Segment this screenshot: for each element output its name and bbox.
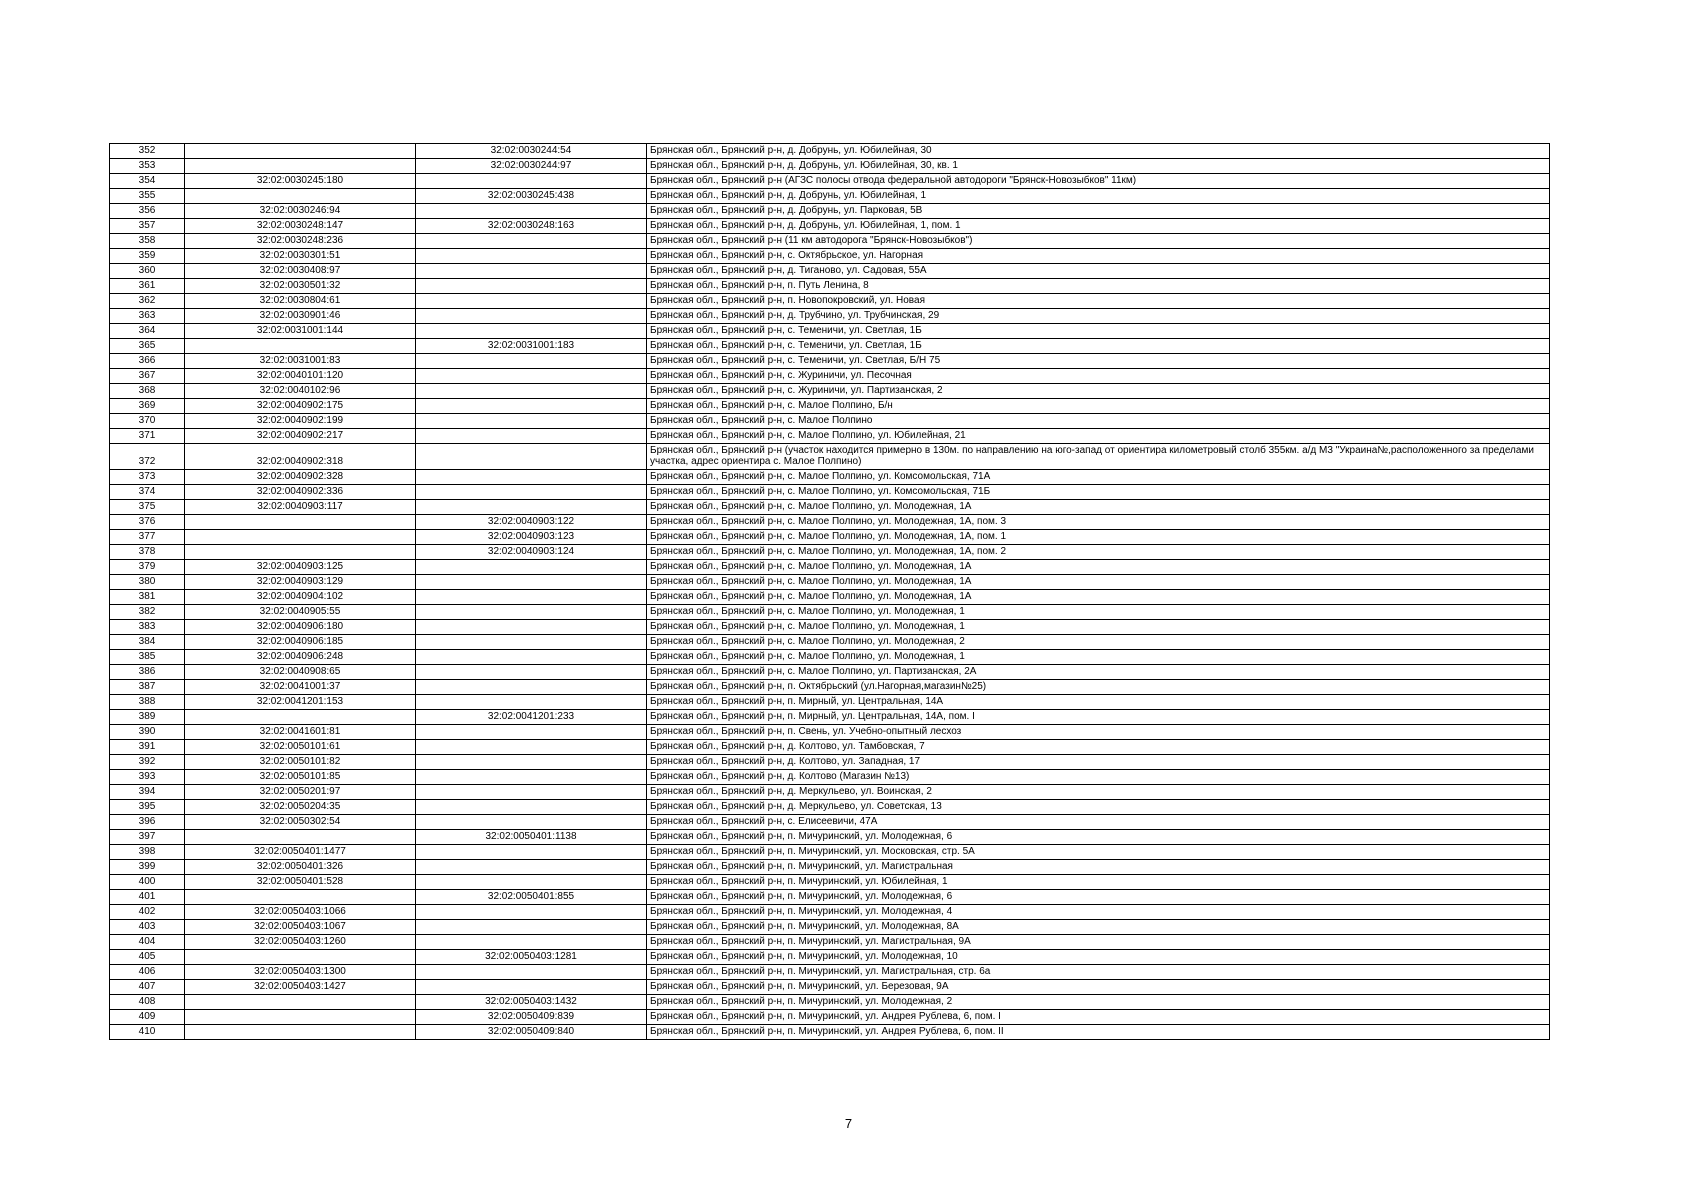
address-cell: Брянская обл., Брянский р-н, с. Малое Полпино, ул. Молодежная, 1А, пом. 2 — [647, 545, 1550, 560]
building-number-cell — [416, 590, 647, 605]
row-number-cell: 397 — [110, 830, 185, 845]
table-row — [110, 339, 1550, 354]
address-cell: Брянская обл., Брянский р-н, п. Мичуринский, ул. Березовая, 9А — [647, 980, 1550, 995]
address-cell: Брянская обл., Брянский р-н, д. Трубчино, ул. Трубчинская, 29 — [647, 309, 1550, 324]
building-number-cell: 32:02:0041201:233 — [416, 710, 647, 725]
building-number-cell: 32:02:0040903:124 — [416, 545, 647, 560]
building-number-cell: 32:02:0050401:1138 — [416, 830, 647, 845]
parcel-number-cell: 32:02:0050403:1427 — [185, 980, 416, 995]
address-cell: Брянская обл., Брянский р-н, п. Мирный, ул. Центральная, 14А — [647, 695, 1550, 710]
table-row — [110, 264, 1550, 279]
building-number-cell — [416, 414, 647, 429]
building-number-cell — [416, 324, 647, 339]
building-number-cell — [416, 249, 647, 264]
page-number: 7 — [844, 1116, 853, 1131]
table-row — [110, 279, 1550, 294]
table-row — [110, 204, 1550, 219]
address-cell: Брянская обл., Брянский р-н, с. Теменичи, ул. Светлая, 1Б — [647, 339, 1550, 354]
building-number-cell — [416, 845, 647, 860]
building-number-cell: 32:02:0030248:163 — [416, 219, 647, 234]
table-row — [110, 755, 1550, 770]
building-number-cell — [416, 725, 647, 740]
row-number-cell: 390 — [110, 725, 185, 740]
table-row — [110, 935, 1550, 950]
address-cell: Брянская обл., Брянский р-н, п. Мичуринский, ул. Магистральная, 9А — [647, 935, 1550, 950]
address-cell: Брянская обл., Брянский р-н, д. Колтово, ул. Тамбовская, 7 — [647, 740, 1550, 755]
row-number-cell: 409 — [110, 1010, 185, 1025]
table-row — [110, 635, 1550, 650]
building-number-cell: 32:02:0050409:839 — [416, 1010, 647, 1025]
address-cell: Брянская обл., Брянский р-н (11 км автодорога "Брянск-Новозыбков") — [647, 234, 1550, 249]
parcel-number-cell: 32:02:0050204:35 — [185, 800, 416, 815]
building-number-cell — [416, 234, 647, 249]
parcel-number-cell — [185, 189, 416, 204]
parcel-number-cell: 32:02:0040902:217 — [185, 429, 416, 444]
address-cell: Брянская обл., Брянский р-н, с. Малое Полпино, ул. Молодежная, 1 — [647, 605, 1550, 620]
building-number-cell — [416, 485, 647, 500]
table-row — [110, 770, 1550, 785]
row-number-cell: 378 — [110, 545, 185, 560]
building-number-cell — [416, 905, 647, 920]
building-number-cell — [416, 980, 647, 995]
row-number-cell: 394 — [110, 785, 185, 800]
table-row — [110, 219, 1550, 234]
address-cell: Брянская обл., Брянский р-н, д. Колтово (Магазин №13) — [647, 770, 1550, 785]
building-number-cell — [416, 605, 647, 620]
building-number-cell — [416, 770, 647, 785]
parcel-number-cell: 32:02:0030301:51 — [185, 249, 416, 264]
parcel-number-cell: 32:02:0040903:129 — [185, 575, 416, 590]
building-number-cell — [416, 500, 647, 515]
building-number-cell: 32:02:0050403:1432 — [416, 995, 647, 1010]
row-number-cell: 368 — [110, 384, 185, 399]
row-number-cell: 360 — [110, 264, 185, 279]
parcel-number-cell: 32:02:0050403:1066 — [185, 905, 416, 920]
table-row — [110, 920, 1550, 935]
row-number-cell: 377 — [110, 530, 185, 545]
parcel-number-cell: 32:02:0030248:147 — [185, 219, 416, 234]
row-number-cell: 375 — [110, 500, 185, 515]
row-number-cell: 401 — [110, 890, 185, 905]
parcel-number-cell: 32:02:0040905:55 — [185, 605, 416, 620]
parcel-number-cell — [185, 144, 416, 159]
row-number-cell: 398 — [110, 845, 185, 860]
table-row — [110, 530, 1550, 545]
building-number-cell — [416, 875, 647, 890]
row-number-cell: 386 — [110, 665, 185, 680]
address-cell: Брянская обл., Брянский р-н, п. Мирный, ул. Центральная, 14А, пом. I — [647, 710, 1550, 725]
table-row — [110, 429, 1550, 444]
table-row — [110, 785, 1550, 800]
parcel-number-cell — [185, 830, 416, 845]
building-number-cell — [416, 680, 647, 695]
row-number-cell: 410 — [110, 1025, 185, 1040]
building-number-cell — [416, 800, 647, 815]
parcel-number-cell: 32:02:0040906:180 — [185, 620, 416, 635]
table-row — [110, 144, 1550, 159]
table-row — [110, 875, 1550, 890]
building-number-cell: 32:02:0031001:183 — [416, 339, 647, 354]
table-body — [110, 144, 1550, 1040]
table-row — [110, 710, 1550, 725]
address-cell: Брянская обл., Брянский р-н, д. Меркульево, ул. Советская, 13 — [647, 800, 1550, 815]
address-cell: Брянская обл., Брянский р-н, с. Малое Полпино, ул. Молодежная, 1 — [647, 650, 1550, 665]
table-row — [110, 444, 1550, 470]
table-row — [110, 515, 1550, 530]
building-number-cell — [416, 665, 647, 680]
building-number-cell — [416, 695, 647, 710]
row-number-cell: 384 — [110, 635, 185, 650]
parcel-number-cell: 32:02:0050401:1477 — [185, 845, 416, 860]
row-number-cell: 366 — [110, 354, 185, 369]
parcel-number-cell: 32:02:0050101:85 — [185, 770, 416, 785]
row-number-cell: 359 — [110, 249, 185, 264]
parcel-number-cell: 32:02:0040906:185 — [185, 635, 416, 650]
table-row — [110, 800, 1550, 815]
table-row — [110, 740, 1550, 755]
parcel-number-cell: 32:02:0030804:61 — [185, 294, 416, 309]
address-cell: Брянская обл., Брянский р-н, с. Малое Полпино, ул. Молодежная, 1А — [647, 575, 1550, 590]
row-number-cell: 399 — [110, 860, 185, 875]
address-cell: Брянская обл., Брянский р-н, п. Мичуринский, ул. Московская, стр. 5А — [647, 845, 1550, 860]
parcel-number-cell: 32:02:0050403:1260 — [185, 935, 416, 950]
table-row — [110, 890, 1550, 905]
table-row — [110, 485, 1550, 500]
building-number-cell — [416, 635, 647, 650]
address-cell: Брянская обл., Брянский р-н, д. Тиганово, ул. Садовая, 55А — [647, 264, 1550, 279]
parcel-number-cell: 32:02:0050403:1067 — [185, 920, 416, 935]
row-number-cell: 395 — [110, 800, 185, 815]
building-number-cell — [416, 204, 647, 219]
cadastral-table — [109, 143, 1550, 1040]
table-row — [110, 725, 1550, 740]
row-number-cell: 370 — [110, 414, 185, 429]
address-cell: Брянская обл., Брянский р-н, с. Малое Полпино, ул. Молодежная, 1А — [647, 500, 1550, 515]
address-cell: Брянская обл., Брянский р-н, д. Колтово, ул. Западная, 17 — [647, 755, 1550, 770]
table-row — [110, 174, 1550, 189]
building-number-cell — [416, 309, 647, 324]
building-number-cell — [416, 935, 647, 950]
address-cell: Брянская обл., Брянский р-н, п. Мичуринский, ул. Юбилейная, 1 — [647, 875, 1550, 890]
building-number-cell — [416, 920, 647, 935]
table-row — [110, 830, 1550, 845]
row-number-cell: 406 — [110, 965, 185, 980]
row-number-cell: 381 — [110, 590, 185, 605]
building-number-cell: 32:02:0040903:123 — [416, 530, 647, 545]
parcel-number-cell: 32:02:0040902:175 — [185, 399, 416, 414]
table-row — [110, 159, 1550, 174]
row-number-cell: 391 — [110, 740, 185, 755]
table-row — [110, 1010, 1550, 1025]
building-number-cell — [416, 384, 647, 399]
table-row — [110, 399, 1550, 414]
table-row — [110, 575, 1550, 590]
address-cell: Брянская обл., Брянский р-н, с. Малое Полпино, ул. Молодежная, 2 — [647, 635, 1550, 650]
table-row — [110, 695, 1550, 710]
address-cell: Брянская обл., Брянский р-н, п. Мичуринский, ул. Молодежная, 10 — [647, 950, 1550, 965]
parcel-number-cell: 32:02:0040904:102 — [185, 590, 416, 605]
parcel-number-cell: 32:02:0030245:180 — [185, 174, 416, 189]
address-cell: Брянская обл., Брянский р-н, с. Малое Полпино, ул. Партизанская, 2А — [647, 665, 1550, 680]
address-cell: Брянская обл., Брянский р-н, с. Малое Полпино — [647, 414, 1550, 429]
row-number-cell: 364 — [110, 324, 185, 339]
row-number-cell: 387 — [110, 680, 185, 695]
address-cell: Брянская обл., Брянский р-н, п. Мичуринский, ул. Молодежная, 8А — [647, 920, 1550, 935]
parcel-number-cell: 32:02:0050201:97 — [185, 785, 416, 800]
parcel-number-cell: 32:02:0040902:336 — [185, 485, 416, 500]
table-row — [110, 294, 1550, 309]
row-number-cell: 353 — [110, 159, 185, 174]
table-row — [110, 980, 1550, 995]
parcel-number-cell: 32:02:0030246:94 — [185, 204, 416, 219]
address-cell: Брянская обл., Брянский р-н, п. Мичуринский, ул. Молодежная, 6 — [647, 830, 1550, 845]
parcel-number-cell: 32:02:0050302:54 — [185, 815, 416, 830]
row-number-cell: 352 — [110, 144, 185, 159]
row-number-cell: 373 — [110, 470, 185, 485]
table-row — [110, 309, 1550, 324]
row-number-cell: 393 — [110, 770, 185, 785]
address-cell: Брянская обл., Брянский р-н, с. Журиничи, ул. Партизанская, 2 — [647, 384, 1550, 399]
table-row — [110, 354, 1550, 369]
parcel-number-cell: 32:02:0041001:37 — [185, 680, 416, 695]
parcel-number-cell: 32:02:0040102:96 — [185, 384, 416, 399]
address-cell: Брянская обл., Брянский р-н, с. Малое Полпино, ул. Молодежная, 1А, пом. 1 — [647, 530, 1550, 545]
address-cell: Брянская обл., Брянский р-н, п. Мичуринский, ул. Магистральная — [647, 860, 1550, 875]
building-number-cell — [416, 279, 647, 294]
building-number-cell — [416, 399, 647, 414]
row-number-cell: 389 — [110, 710, 185, 725]
table-row — [110, 545, 1550, 560]
row-number-cell: 358 — [110, 234, 185, 249]
address-cell: Брянская обл., Брянский р-н, с. Малое Полпино, Б/н — [647, 399, 1550, 414]
address-cell: Брянская обл., Брянский р-н, п. Мичуринский, ул. Андрея Рублева, 6, пом. II — [647, 1025, 1550, 1040]
building-number-cell — [416, 354, 647, 369]
row-number-cell: 361 — [110, 279, 185, 294]
address-cell: Брянская обл., Брянский р-н, п. Мичуринский, ул. Молодежная, 2 — [647, 995, 1550, 1010]
address-cell: Брянская обл., Брянский р-н, с. Малое Полпино, ул. Юбилейная, 21 — [647, 429, 1550, 444]
parcel-number-cell: 32:02:0031001:83 — [185, 354, 416, 369]
row-number-cell: 388 — [110, 695, 185, 710]
address-cell: Брянская обл., Брянский р-н (участок находится примерно в 130м. по направлению на юго-запад от ориентира километровый столб 355км. а/д М3 "Украина№,расположенного за пределами участка, адрес ориентира с. Малое Полпино) — [647, 444, 1550, 470]
building-number-cell — [416, 264, 647, 279]
building-number-cell: 32:02:0040903:122 — [416, 515, 647, 530]
address-cell: Брянская обл., Брянский р-н, с. Теменичи, ул. Светлая, 1Б — [647, 324, 1550, 339]
table-row — [110, 605, 1550, 620]
address-cell: Брянская обл., Брянский р-н, п. Путь Ленина, 8 — [647, 279, 1550, 294]
parcel-number-cell — [185, 1010, 416, 1025]
parcel-number-cell: 32:02:0040101:120 — [185, 369, 416, 384]
building-number-cell — [416, 174, 647, 189]
row-number-cell: 403 — [110, 920, 185, 935]
parcel-number-cell: 32:02:0040903:117 — [185, 500, 416, 515]
building-number-cell — [416, 369, 647, 384]
parcel-number-cell — [185, 339, 416, 354]
table-row — [110, 845, 1550, 860]
table-row — [110, 815, 1550, 830]
address-cell: Брянская обл., Брянский р-н, с. Малое Полпино, ул. Комсомольская, 71А — [647, 470, 1550, 485]
parcel-number-cell: 32:02:0040908:65 — [185, 665, 416, 680]
table-row — [110, 950, 1550, 965]
building-number-cell: 32:02:0030244:54 — [416, 144, 647, 159]
table-row — [110, 324, 1550, 339]
row-number-cell: 404 — [110, 935, 185, 950]
table-row — [110, 860, 1550, 875]
row-number-cell: 400 — [110, 875, 185, 890]
parcel-number-cell — [185, 530, 416, 545]
row-number-cell: 365 — [110, 339, 185, 354]
parcel-number-cell: 32:02:0030901:46 — [185, 309, 416, 324]
parcel-number-cell — [185, 890, 416, 905]
table-row — [110, 680, 1550, 695]
parcel-number-cell: 32:02:0040902:328 — [185, 470, 416, 485]
building-number-cell — [416, 620, 647, 635]
parcel-number-cell: 32:02:0040906:248 — [185, 650, 416, 665]
building-number-cell — [416, 294, 647, 309]
table-row — [110, 620, 1550, 635]
table-row — [110, 414, 1550, 429]
address-cell: Брянская обл., Брянский р-н, п. Новопокровский, ул. Новая — [647, 294, 1550, 309]
parcel-number-cell: 32:02:0040903:125 — [185, 560, 416, 575]
parcel-number-cell: 32:02:0030501:32 — [185, 279, 416, 294]
parcel-number-cell: 32:02:0050403:1300 — [185, 965, 416, 980]
row-number-cell: 362 — [110, 294, 185, 309]
parcel-number-cell — [185, 995, 416, 1010]
parcel-number-cell: 32:02:0040902:199 — [185, 414, 416, 429]
table-row — [110, 905, 1550, 920]
building-number-cell — [416, 740, 647, 755]
table-row — [110, 189, 1550, 204]
parcel-number-cell — [185, 950, 416, 965]
row-number-cell: 385 — [110, 650, 185, 665]
address-cell: Брянская обл., Брянский р-н, п. Мичуринский, ул. Молодежная, 6 — [647, 890, 1550, 905]
row-number-cell: 367 — [110, 369, 185, 384]
building-number-cell: 32:02:0050409:840 — [416, 1025, 647, 1040]
table-row — [110, 590, 1550, 605]
building-number-cell — [416, 785, 647, 800]
table-row — [110, 500, 1550, 515]
address-cell: Брянская обл., Брянский р-н, д. Добрунь, ул. Юбилейная, 1 — [647, 189, 1550, 204]
address-cell: Брянская обл., Брянский р-н, п. Свень, ул. Учебно-опытный лесхоз — [647, 725, 1550, 740]
parcel-number-cell — [185, 545, 416, 560]
row-number-cell: 396 — [110, 815, 185, 830]
table-row — [110, 470, 1550, 485]
row-number-cell: 407 — [110, 980, 185, 995]
building-number-cell — [416, 560, 647, 575]
row-number-cell: 376 — [110, 515, 185, 530]
building-number-cell: 32:02:0050401:855 — [416, 890, 647, 905]
address-cell: Брянская обл., Брянский р-н, с. Октябрьское, ул. Нагорная — [647, 249, 1550, 264]
address-cell: Брянская обл., Брянский р-н, с. Малое Полпино, ул. Комсомольская, 71Б — [647, 485, 1550, 500]
building-number-cell — [416, 575, 647, 590]
table-row — [110, 384, 1550, 399]
row-number-cell: 382 — [110, 605, 185, 620]
address-cell: Брянская обл., Брянский р-н, д. Добрунь, ул. Парковая, 5В — [647, 204, 1550, 219]
building-number-cell — [416, 470, 647, 485]
parcel-number-cell: 32:02:0031001:144 — [185, 324, 416, 339]
table-row — [110, 650, 1550, 665]
address-cell: Брянская обл., Брянский р-н, с. Теменичи, ул. Светлая, Б/Н 75 — [647, 354, 1550, 369]
building-number-cell — [416, 650, 647, 665]
table-row — [110, 995, 1550, 1010]
row-number-cell: 369 — [110, 399, 185, 414]
address-cell: Брянская обл., Брянский р-н, с. Елисеевичи, 47А — [647, 815, 1550, 830]
row-number-cell: 405 — [110, 950, 185, 965]
row-number-cell: 402 — [110, 905, 185, 920]
building-number-cell — [416, 755, 647, 770]
table-row — [110, 560, 1550, 575]
building-number-cell — [416, 429, 647, 444]
parcel-number-cell: 32:02:0030408:97 — [185, 264, 416, 279]
row-number-cell: 408 — [110, 995, 185, 1010]
building-number-cell: 32:02:0050403:1281 — [416, 950, 647, 965]
row-number-cell: 392 — [110, 755, 185, 770]
building-number-cell — [416, 965, 647, 980]
parcel-number-cell: 32:02:0050401:326 — [185, 860, 416, 875]
row-number-cell: 379 — [110, 560, 185, 575]
parcel-number-cell — [185, 159, 416, 174]
address-cell: Брянская обл., Брянский р-н, с. Журиничи, ул. Песочная — [647, 369, 1550, 384]
row-number-cell: 357 — [110, 219, 185, 234]
parcel-number-cell: 32:02:0050101:82 — [185, 755, 416, 770]
address-cell: Брянская обл., Брянский р-н, с. Малое Полпино, ул. Молодежная, 1 — [647, 620, 1550, 635]
parcel-number-cell: 32:02:0041601:81 — [185, 725, 416, 740]
address-cell: Брянская обл., Брянский р-н, с. Малое Полпино, ул. Молодежная, 1А — [647, 560, 1550, 575]
address-cell: Брянская обл., Брянский р-н, д. Меркульево, ул. Воинская, 2 — [647, 785, 1550, 800]
address-cell: Брянская обл., Брянский р-н, п. Мичуринский, ул. Молодежная, 4 — [647, 905, 1550, 920]
row-number-cell: 372 — [110, 444, 185, 470]
row-number-cell: 354 — [110, 174, 185, 189]
table-row — [110, 249, 1550, 264]
row-number-cell: 356 — [110, 204, 185, 219]
parcel-number-cell: 32:02:0050101:61 — [185, 740, 416, 755]
building-number-cell — [416, 444, 647, 470]
address-cell: Брянская обл., Брянский р-н, п. Мичуринский, ул. Магистральная, стр. 6а — [647, 965, 1550, 980]
address-cell: Брянская обл., Брянский р-н (АГЗС полосы отвода федеральной автодороги "Брянск-Новозыбков" 11км) — [647, 174, 1550, 189]
parcel-number-cell: 32:02:0041201:153 — [185, 695, 416, 710]
table-row — [110, 965, 1550, 980]
table-row — [110, 234, 1550, 249]
parcel-number-cell — [185, 515, 416, 530]
address-cell: Брянская обл., Брянский р-н, п. Октябрьский (ул.Нагорная,магазин№25) — [647, 680, 1550, 695]
address-cell: Брянская обл., Брянский р-н, п. Мичуринский, ул. Андрея Рублева, 6, пом. I — [647, 1010, 1550, 1025]
table-row — [110, 665, 1550, 680]
parcel-number-cell: 32:02:0040902:318 — [185, 444, 416, 470]
parcel-number-cell: 32:02:0030248:236 — [185, 234, 416, 249]
building-number-cell — [416, 860, 647, 875]
row-number-cell: 355 — [110, 189, 185, 204]
address-cell: Брянская обл., Брянский р-н, с. Малое Полпино, ул. Молодежная, 1А — [647, 590, 1550, 605]
row-number-cell: 383 — [110, 620, 185, 635]
row-number-cell: 374 — [110, 485, 185, 500]
table-row — [110, 369, 1550, 384]
row-number-cell: 380 — [110, 575, 185, 590]
address-cell: Брянская обл., Брянский р-н, д. Добрунь, ул. Юбилейная, 30, кв. 1 — [647, 159, 1550, 174]
row-number-cell: 371 — [110, 429, 185, 444]
parcel-number-cell — [185, 1025, 416, 1040]
table-row — [110, 1025, 1550, 1040]
address-cell: Брянская обл., Брянский р-н, с. Малое Полпино, ул. Молодежная, 1А, пом. 3 — [647, 515, 1550, 530]
building-number-cell: 32:02:0030245:438 — [416, 189, 647, 204]
building-number-cell — [416, 815, 647, 830]
row-number-cell: 363 — [110, 309, 185, 324]
address-cell: Брянская обл., Брянский р-н, д. Добрунь, ул. Юбилейная, 30 — [647, 144, 1550, 159]
address-cell: Брянская обл., Брянский р-н, д. Добрунь, ул. Юбилейная, 1, пом. 1 — [647, 219, 1550, 234]
building-number-cell: 32:02:0030244:97 — [416, 159, 647, 174]
parcel-number-cell — [185, 710, 416, 725]
parcel-number-cell: 32:02:0050401:528 — [185, 875, 416, 890]
